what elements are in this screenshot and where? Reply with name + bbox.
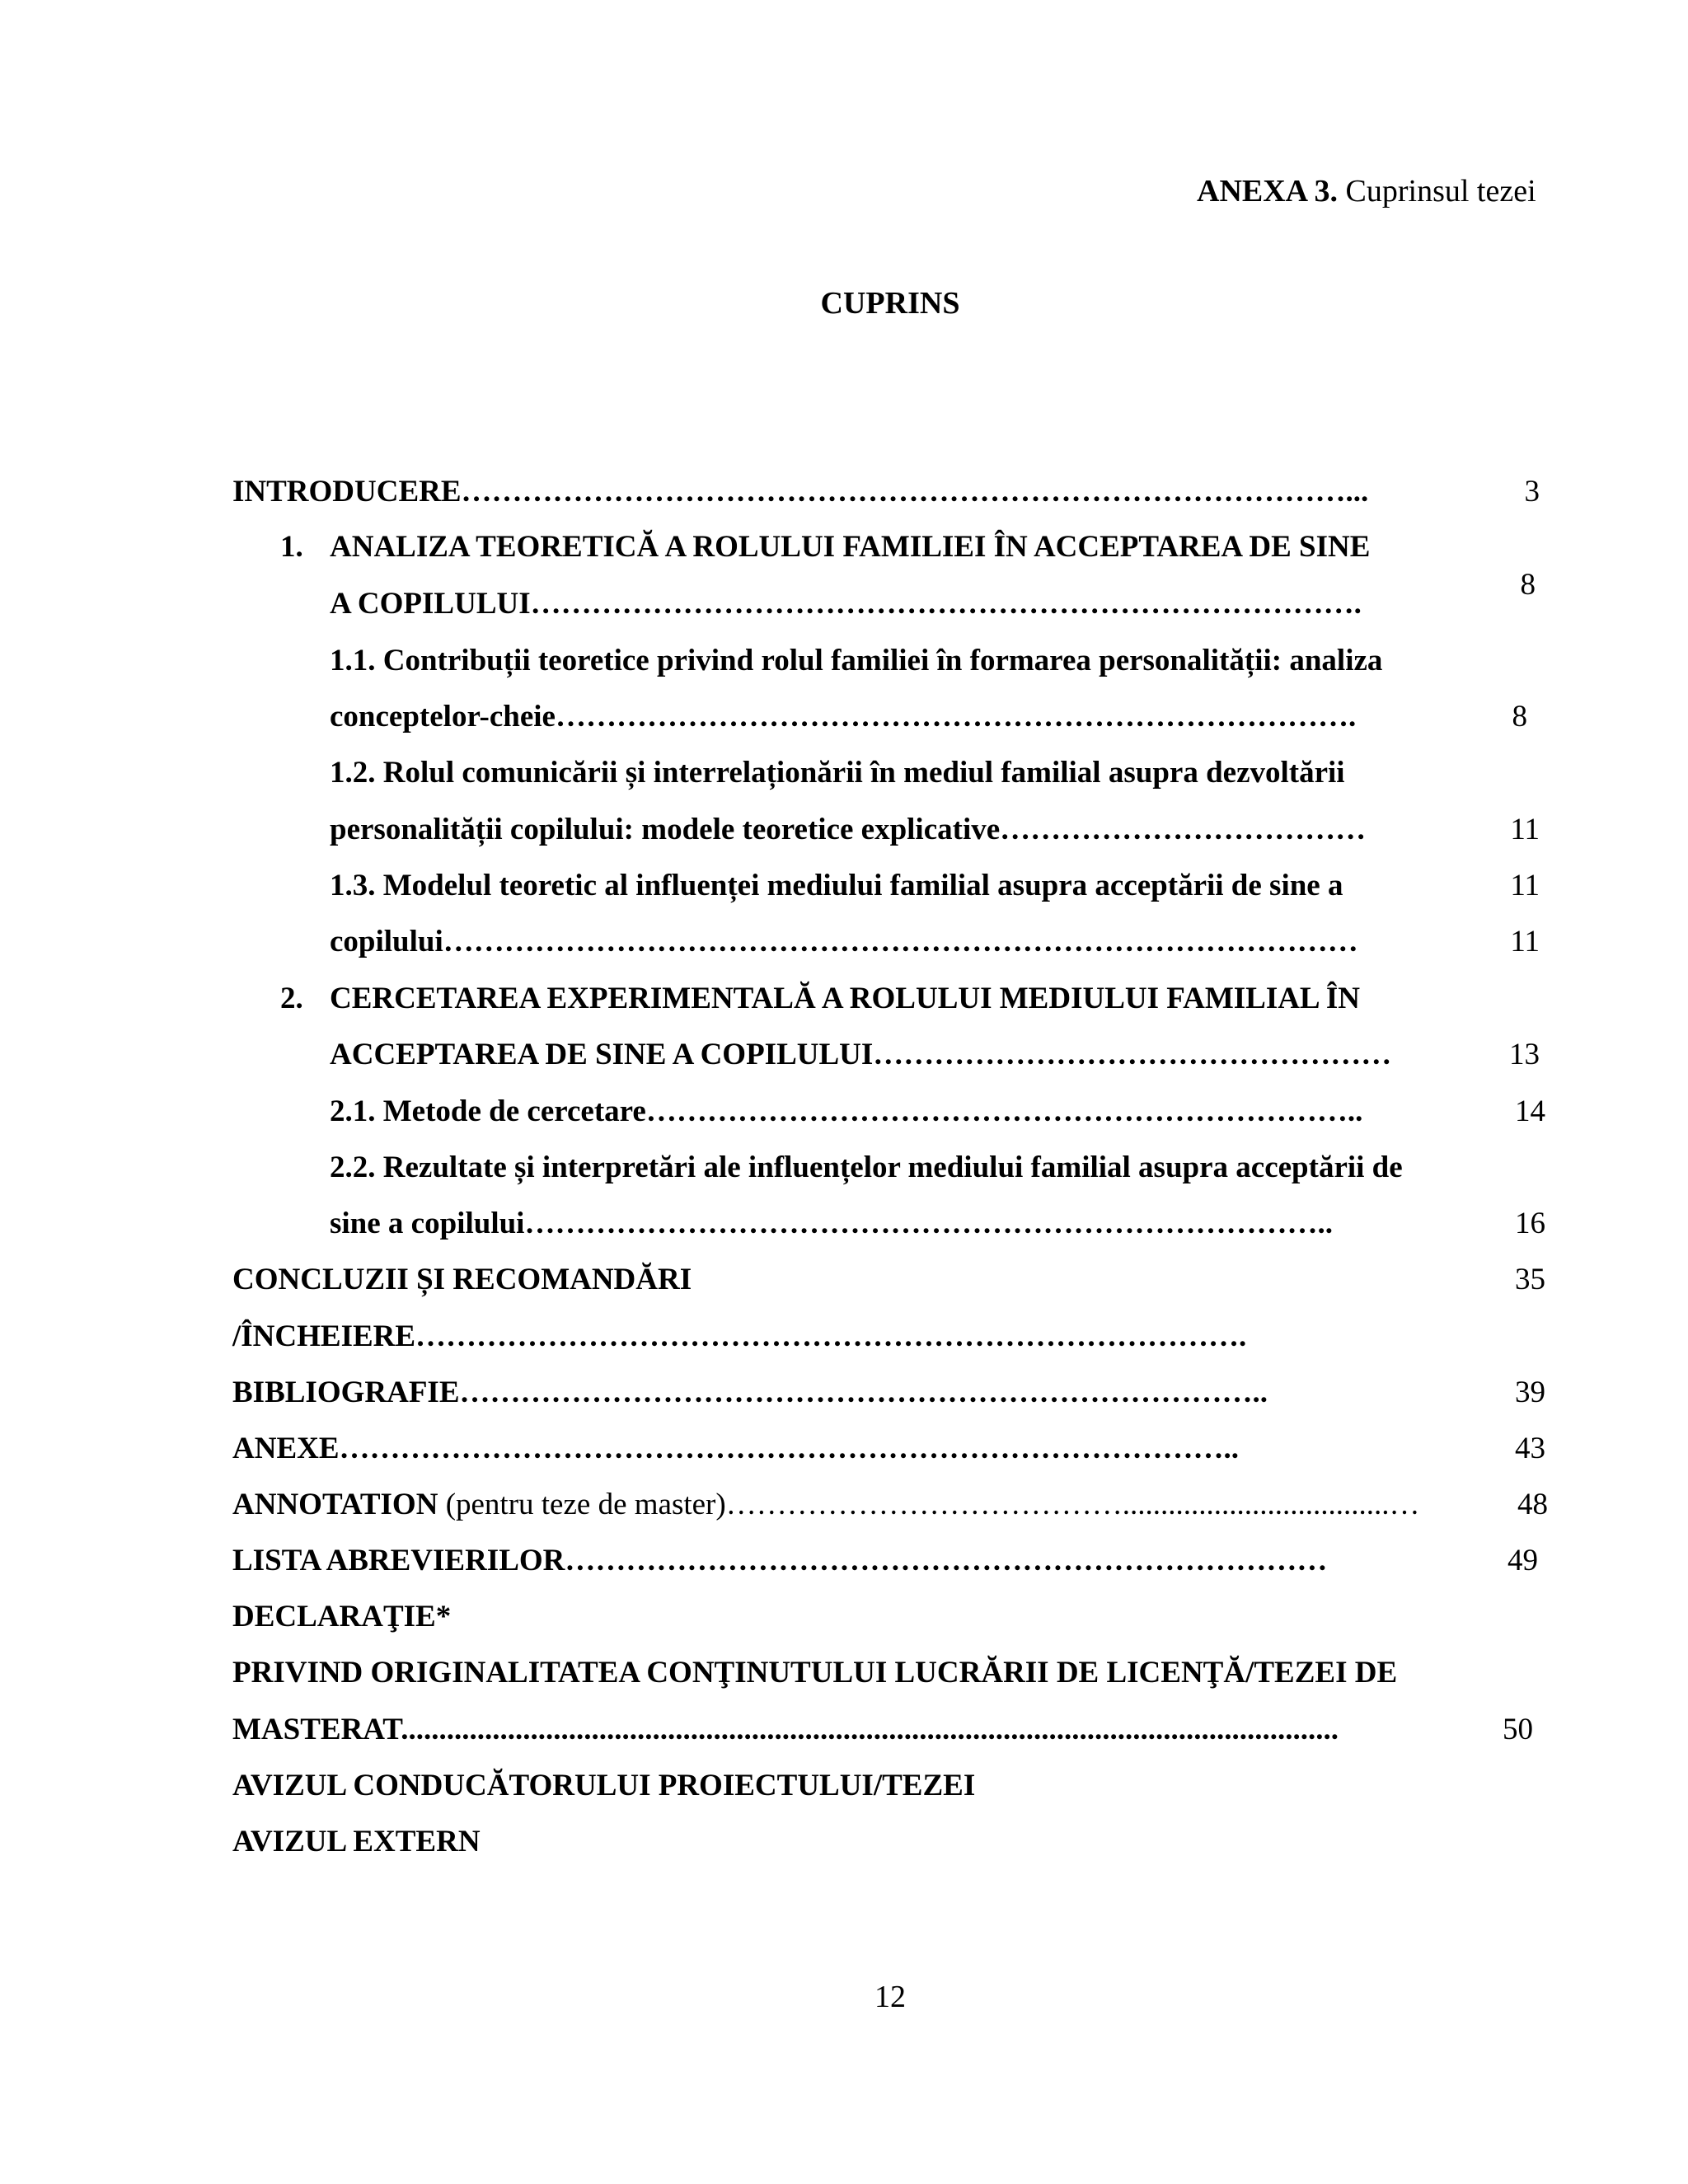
toc-page-concluzii: 35 [1515,1263,1545,1296]
toc-annotation-note: (pentru teze de master)…………………………………...................................… [438,1488,1420,1521]
toc-entry-anexe[interactable]: ANEXE…………………………………………………………………………….. [232,1432,1240,1465]
toc-page-section-2-2: 16 [1515,1207,1545,1240]
toc-entry-abrevieri[interactable]: LISTA ABREVIERILOR………………………………………………………………… [232,1544,1328,1577]
toc-section-2-2-line1[interactable]: 2.2. Rezultate și interpretări ale influențelor mediului familial asupra acceptării de [330,1151,1403,1184]
toc-entry-concluzii-line1[interactable]: CONCLUZII ȘI RECOMANDĂRI [232,1263,692,1296]
toc-page-declaratie: 50 [1503,1713,1533,1746]
toc-page-chapter-2: 13 [1509,1038,1540,1071]
toc-page-chapter-1: 8 [1520,568,1536,602]
toc-page-annotation: 48 [1517,1488,1548,1521]
toc-section-1-1-line1[interactable]: 1.1. Contribuții teoretice privind rolul familiei în formarea personalității: analiza [330,644,1383,677]
toc-section-2-2-line2[interactable]: sine a copilului…………………………………………………………………….. [330,1207,1333,1240]
toc-page-introducere: 3 [1524,475,1540,509]
annex-caption: Cuprinsul tezei [1338,174,1536,209]
toc-entry-bibliografie[interactable]: BIBLIOGRAFIE…………………………………………………………………….. [232,1376,1268,1409]
toc-page-section-1-3-a: 11 [1510,869,1540,902]
toc-chapter-1-line1[interactable]: ANALIZA TEORETICĂ A ROLULUI FAMILIEI ÎN ACCEPTAREA DE SINE [330,530,1371,564]
toc-chapter-1-line2[interactable]: A COPILULUI………………………………………………………………………. [330,587,1362,621]
page-number: 12 [874,1980,906,2014]
toc-page-section-1-2: 11 [1510,813,1540,846]
toc-entry-declaratie-line1[interactable]: DECLARAŢIE* [232,1600,452,1633]
toc-section-1-3-line1[interactable]: 1.3. Modelul teoretic al influenței mediului familial asupra acceptării de sine a [330,869,1343,902]
toc-entry-declaratie-line2[interactable]: PRIVIND ORIGINALITATEA CONŢINUTULUI LUCRĂRII DE LICENŢĂ/TEZEI DE [232,1656,1398,1690]
annex-label: ANEXA 3. [1197,174,1339,209]
toc-page-anexe: 43 [1515,1432,1545,1465]
page-title: CUPRINS [820,286,960,321]
toc-annotation-title: ANNOTATION [232,1488,438,1521]
toc-entry-aviz-extern[interactable]: AVIZUL EXTERN [232,1825,481,1858]
toc-section-2-1[interactable]: 2.1. Metode de cercetare…………………………………………………………….. [330,1094,1363,1128]
annex-header [1197,173,1536,209]
toc-page-abrevieri: 49 [1507,1544,1538,1577]
toc-chapter-2-line2[interactable]: ACCEPTAREA DE SINE A COPILULUI…………………………………………… [330,1038,1392,1071]
toc-entry-annotation[interactable] [232,1487,1419,1523]
toc-entry-introducere[interactable]: INTRODUCERE……………………………………………………………………………... [232,475,1369,509]
toc-page-bibliografie: 39 [1515,1376,1545,1409]
toc-page-section-1-3-b: 11 [1510,925,1540,958]
toc-chapter-2-number: 2. [280,982,303,1015]
toc-section-1-3-line2[interactable]: copilului……………………………………………………………………………… [330,925,1358,958]
toc-entry-declaratie-line3[interactable]: MASTERAT........................................................................................................................... [232,1713,1339,1746]
toc-page-section-1-1: 8 [1512,700,1527,733]
toc-chapter-2-line1[interactable]: CERCETAREA EXPERIMENTALĂ A ROLULUI MEDIULUI FAMILIAL ÎN [330,982,1360,1015]
toc-page-section-2-1: 14 [1515,1094,1545,1128]
toc-section-1-2-line1[interactable]: 1.2. Rolul comunicării și interrelaționării în mediul familial asupra dezvoltării [330,756,1345,790]
toc-entry-aviz-conducator[interactable]: AVIZUL CONDUCĂTORULUI PROIECTULUI/TEZEI [232,1769,976,1802]
toc-section-1-2-line2[interactable]: personalității copilului: modele teoretice explicative……………………………… [330,813,1367,846]
toc-chapter-1-number: 1. [280,530,303,564]
toc-section-1-1-line2[interactable]: conceptelor-cheie……………………………………………………………………. [330,700,1357,733]
toc-entry-concluzii-line2[interactable]: /ÎNCHEIERE………………………………………………………………………. [232,1319,1247,1353]
